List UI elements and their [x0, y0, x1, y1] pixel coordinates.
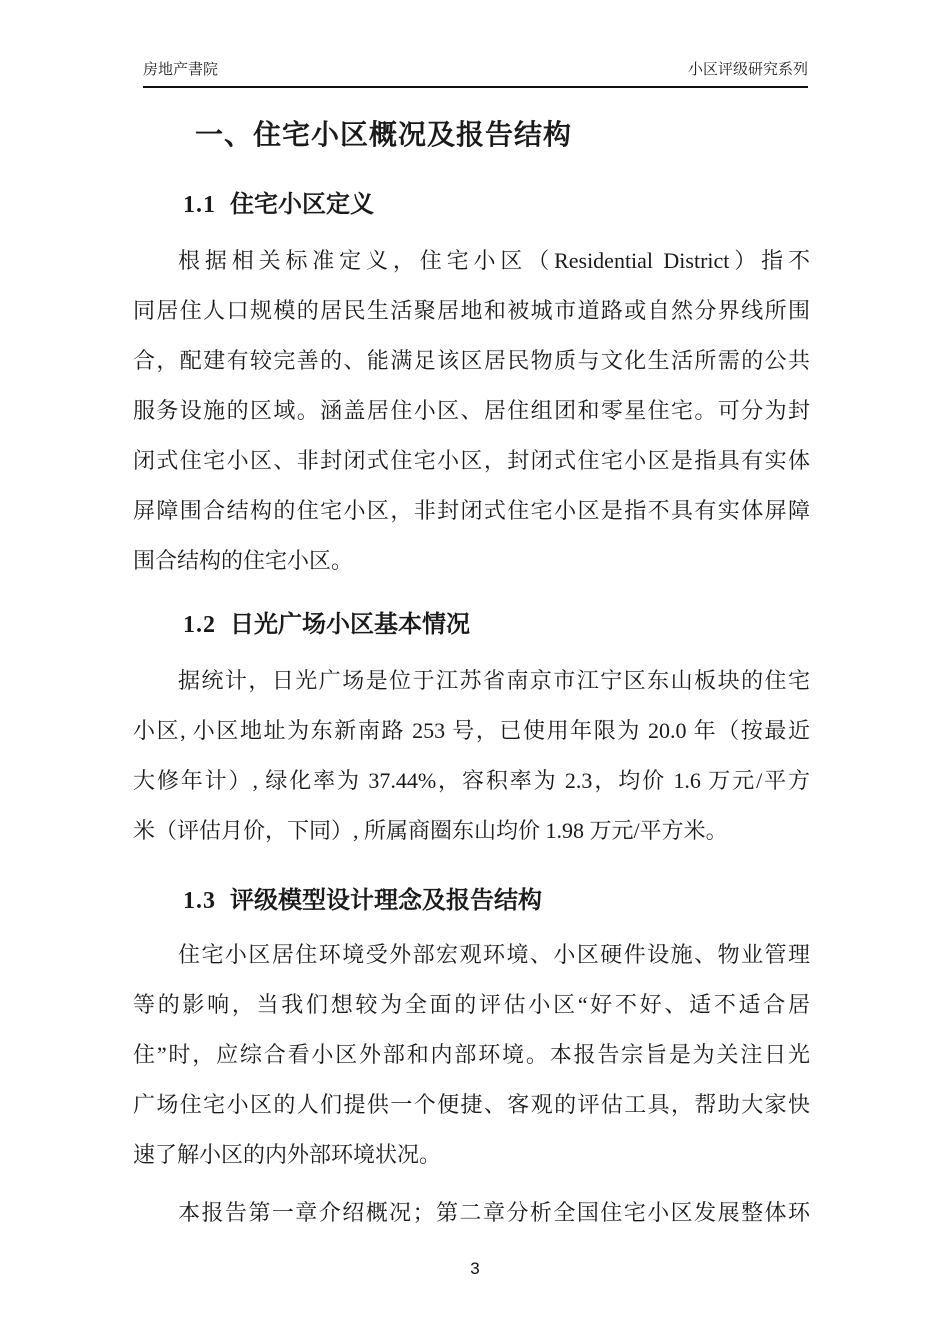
paragraph-line: 围合结构的住宅小区。: [133, 548, 354, 573]
paragraph-line: 服务设施的区域。涵盖居住小区、居住组团和零星住宅。可分为封: [133, 398, 810, 423]
section-heading-1-1: [183, 190, 810, 220]
paragraph: [133, 236, 810, 586]
section-number: 1.1: [183, 192, 216, 218]
page-footer: [0, 1258, 950, 1280]
paragraph: [133, 930, 810, 1180]
paragraph: [133, 656, 810, 856]
paragraph-line: 米（评估月价，下同）, 所属商圈东山均价 1.98 万元/平方米。: [133, 818, 728, 843]
header-right-text: 小区评级研究系列: [687, 61, 808, 78]
section-number: 1.3: [183, 888, 216, 914]
header-left-text: 房地产書院: [143, 61, 219, 78]
section-number: 1.2: [183, 612, 216, 638]
paragraph-line: 小区, 小区地址为东新南路 253 号，已使用年限为 20.0 年（按最近: [133, 718, 810, 743]
paragraph-line: 屏障围合结构的住宅小区，非封闭式住宅小区是指不具有实体屏障: [133, 498, 810, 523]
paragraph-line: 等的影响，当我们想较为全面的评估小区“好不好、适不适合居: [133, 992, 810, 1017]
paragraph-line: 大修年计）, 绿化率为 37.44%，容积率为 2.3，均价 1.6 万元/平方: [133, 768, 810, 793]
paragraph-line: 本报告第一章介绍概况；第二章分析全国住宅小区发展整体环: [178, 1200, 810, 1225]
paragraph-line: 据统计，日光广场是位于江苏省南京市江宁区东山板块的住宅: [178, 668, 810, 693]
section-heading-1-3: [183, 886, 810, 916]
paragraph-line: 根据相关标准定义，住宅小区（Residential District）指不: [178, 248, 810, 273]
section-heading-1-2: [183, 610, 810, 640]
paragraph-line: 住宅小区居住环境受外部宏观环境、小区硬件设施、物业管理: [178, 942, 810, 967]
paragraph: [133, 1188, 810, 1238]
chapter-title: 一、住宅小区概况及报告结构: [195, 120, 573, 151]
document-body: [133, 118, 810, 1238]
paragraph-line: 广场住宅小区的人们提供一个便捷、客观的评估工具，帮助大家快: [133, 1092, 810, 1117]
page-header: [143, 0, 808, 88]
section-heading-label: 评级模型设计理念及报告结构: [230, 888, 542, 914]
page-number: 3: [470, 1259, 480, 1278]
paragraph-line: 住”时，应综合看小区外部和内部环境。本报告宗旨是为关注日光: [133, 1042, 810, 1067]
paragraph-line: 合，配建有较完善的、能满足该区居民物质与文化生活所需的公共: [133, 348, 810, 373]
section-heading-label: 日光广场小区基本情况: [230, 612, 470, 638]
section-heading-label: 住宅小区定义: [230, 192, 374, 218]
paragraph-line: 闭式住宅小区、非封闭式住宅小区，封闭式住宅小区是指具有实体: [133, 448, 810, 473]
paragraph-line: 速了解小区的内外部环境状况。: [133, 1142, 442, 1167]
paragraph-line: 同居住人口规模的居民生活聚居地和被城市道路或自然分界线所围: [133, 298, 810, 323]
